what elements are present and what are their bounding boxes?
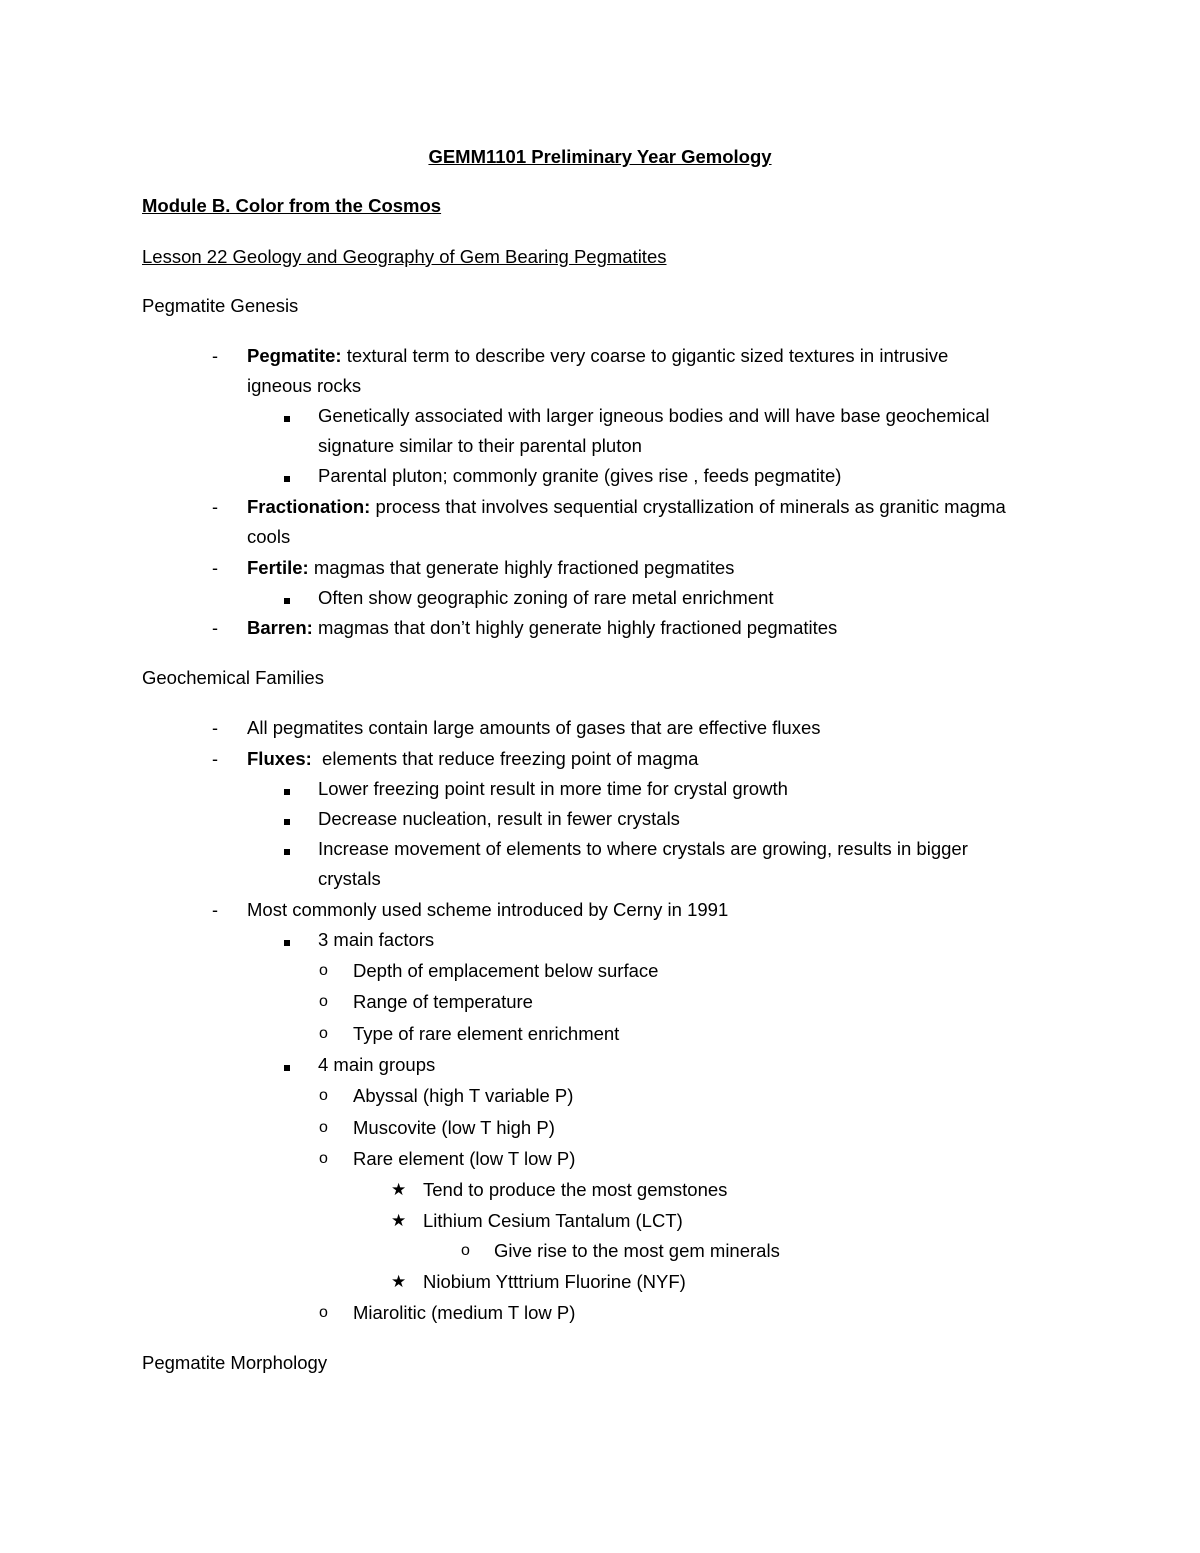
list-item-continuation: cools — [247, 526, 291, 547]
square-bullet — [284, 928, 290, 952]
term-fractionation: Fractionation: — [247, 496, 371, 517]
list-item-scheme: Most commonly used scheme introduced by Cerny in 1991 — [247, 899, 729, 920]
dash-bullet: - — [212, 618, 218, 638]
list-item-flux-sub: Decrease nucleation, result in fewer crystals — [318, 808, 680, 829]
term-barren: Barren: — [247, 617, 313, 638]
list-item-continuation: crystals — [318, 868, 381, 889]
dash-bullet: - — [212, 749, 218, 769]
term-pegmatite: Pegmatite: — [247, 345, 342, 366]
circle-bullet: o — [319, 993, 328, 1010]
section-heading-genesis: Pegmatite Genesis — [142, 295, 299, 316]
list-item-factor: Range of temperature — [353, 991, 533, 1012]
circle-bullet: o — [461, 1242, 470, 1259]
dash-bullet: - — [212, 900, 218, 920]
dash-bullet: - — [212, 497, 218, 517]
list-item-flux-sub: Lower freezing point result in more time for crystal growth — [318, 778, 788, 799]
list-item-group: Miarolitic (medium T low P) — [353, 1302, 576, 1323]
list-item-group: Rare element (low T low P) — [353, 1148, 576, 1169]
circle-bullet: o — [319, 1150, 328, 1167]
square-bullet — [284, 464, 290, 488]
list-item-rare: Lithium Cesium Tantalum (LCT) — [423, 1210, 683, 1231]
list-item-rare: Niobium Ytttrium Fluorine (NYF) — [423, 1271, 686, 1292]
section-heading-morphology: Pegmatite Morphology — [142, 1352, 328, 1373]
lesson-heading: Lesson 22 Geology and Geography of Gem Bearing Pegmatites — [142, 246, 667, 267]
star-bullet: ★ — [391, 1272, 407, 1291]
circle-bullet: o — [319, 1087, 328, 1104]
square-bullet — [284, 404, 290, 428]
list-item-continuation: signature similar to their parental pluton — [318, 435, 642, 456]
star-bullet: ★ — [391, 1211, 407, 1230]
list-item-gases: All pegmatites contain large amounts of gases that are effective fluxes — [247, 717, 821, 738]
list-item-rare-sub: Give rise to the most gem minerals — [494, 1240, 780, 1261]
dash-bullet: - — [212, 558, 218, 578]
definition-fertile: magmas that generate highly fractioned pegmatites — [308, 557, 735, 578]
list-item-groups: 4 main groups — [318, 1054, 436, 1075]
term-fertile: Fertile: — [247, 557, 309, 578]
module-heading: Module B. Color from the Cosmos — [142, 195, 442, 216]
square-bullet — [284, 837, 290, 861]
section-heading-families: Geochemical Families — [142, 667, 324, 688]
list-item-genetic: Genetically associated with larger igneous bodies and will have base geochemical — [318, 405, 990, 426]
list-item-pegmatite — [247, 344, 948, 368]
list-item-factor: Depth of emplacement below surface — [353, 960, 659, 981]
square-bullet — [284, 586, 290, 610]
list-item-factor: Type of rare element enrichment — [353, 1023, 620, 1044]
list-item-continuation: igneous rocks — [247, 375, 362, 396]
dash-bullet: - — [212, 718, 218, 738]
circle-bullet: o — [319, 1304, 328, 1321]
star-bullet: ★ — [391, 1180, 407, 1199]
definition-fractionation: process that involves sequential crystallization of minerals as granitic magma — [370, 496, 1006, 517]
square-bullet — [284, 777, 290, 801]
list-item-factors: 3 main factors — [318, 929, 435, 950]
list-item-fractionation — [247, 495, 1006, 519]
term-fluxes: Fluxes: — [247, 748, 312, 769]
dash-bullet: - — [212, 346, 218, 366]
list-item-parental: Parental pluton; commonly granite (gives rise , feeds pegmatite) — [318, 465, 842, 486]
definition-fluxes: elements that reduce freezing point of magma — [311, 748, 699, 769]
list-item-fertile — [247, 556, 734, 580]
circle-bullet: o — [319, 962, 328, 979]
square-bullet — [284, 1053, 290, 1077]
list-item-flux-sub: Increase movement of elements to where crystals are growing, results in bigger — [318, 838, 968, 859]
circle-bullet: o — [319, 1119, 328, 1136]
list-item-rare: Tend to produce the most gemstones — [423, 1179, 728, 1200]
list-item-fluxes — [247, 747, 698, 771]
circle-bullet: o — [319, 1025, 328, 1042]
square-bullet — [284, 807, 290, 831]
list-item-barren — [247, 616, 837, 640]
list-item-fertile-sub: Often show geographic zoning of rare metal enrichment — [318, 587, 774, 608]
document-title: GEMM1101 Preliminary Year Gemology — [428, 146, 772, 167]
definition-barren: magmas that don’t highly generate highly fractioned pegmatites — [312, 617, 838, 638]
definition-pegmatite: textural term to describe very coarse to gigantic sized textures in intrusive — [341, 345, 949, 366]
list-item-group: Muscovite (low T high P) — [353, 1117, 555, 1138]
list-item-group: Abyssal (high T variable P) — [353, 1085, 574, 1106]
